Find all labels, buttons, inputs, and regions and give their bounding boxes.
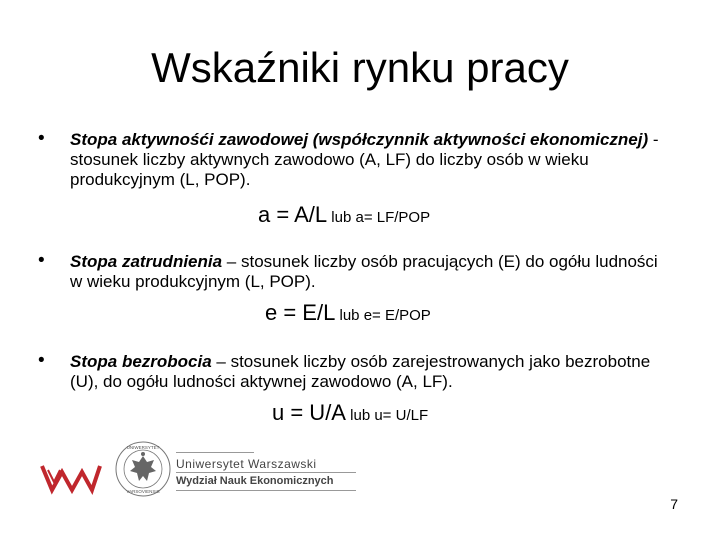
faculty-logo-icon <box>40 462 102 496</box>
formula <box>272 400 428 426</box>
term-label: Stopa aktywnośći zawodowej (współczynnik aktywności ekonomicznej) <box>70 130 649 149</box>
formula-alt: lub e= E/POP <box>335 307 431 324</box>
list-item <box>70 130 670 190</box>
bullet-marker: • <box>38 128 45 149</box>
term-label: Stopa bezrobocia <box>70 352 212 371</box>
divider <box>176 472 356 473</box>
bullet-marker: • <box>38 250 45 271</box>
list-item <box>70 252 670 292</box>
divider <box>176 490 356 491</box>
university-name: Uniwersytet Warszawski <box>176 457 317 471</box>
formula-alt: lub a= LF/POP <box>327 209 431 226</box>
seal-text-top: UNIWERSYTET <box>126 445 160 450</box>
formula <box>258 202 430 228</box>
page-number: 7 <box>670 496 678 512</box>
divider <box>176 452 254 453</box>
university-seal-icon <box>114 440 172 498</box>
list-item <box>70 352 670 392</box>
slide-title: Wskaźniki rynku pracy <box>151 44 569 91</box>
term-label: Stopa zatrudnienia <box>70 252 223 271</box>
formula-alt: lub u= U/LF <box>345 407 429 424</box>
formula <box>265 300 431 326</box>
bullet-marker: • <box>38 350 45 371</box>
formula-main: a = A/L <box>258 202 328 227</box>
term-description: - stosunek liczby aktywnych zawodowo (A, LF) do liczby osób w wieku produkcyjnym (L, POP). <box>70 130 659 189</box>
faculty-name: Wydział Nauk Ekonomicznych <box>176 475 334 487</box>
term-description: – stosunek liczby osób zarejestrowanych jako bezrobotne (U), do ogółu ludności aktywnej zawodowo (A, LF). <box>70 352 651 391</box>
formula-main: e = E/L <box>265 300 336 325</box>
seal-text-bottom: VARSOVIENSIS <box>126 489 160 494</box>
formula-main: u = U/A <box>272 400 346 425</box>
term-description: – stosunek liczby osób pracujących (E) do ogółu ludności w wieku produkcyjnym (L, POP). <box>70 252 658 291</box>
